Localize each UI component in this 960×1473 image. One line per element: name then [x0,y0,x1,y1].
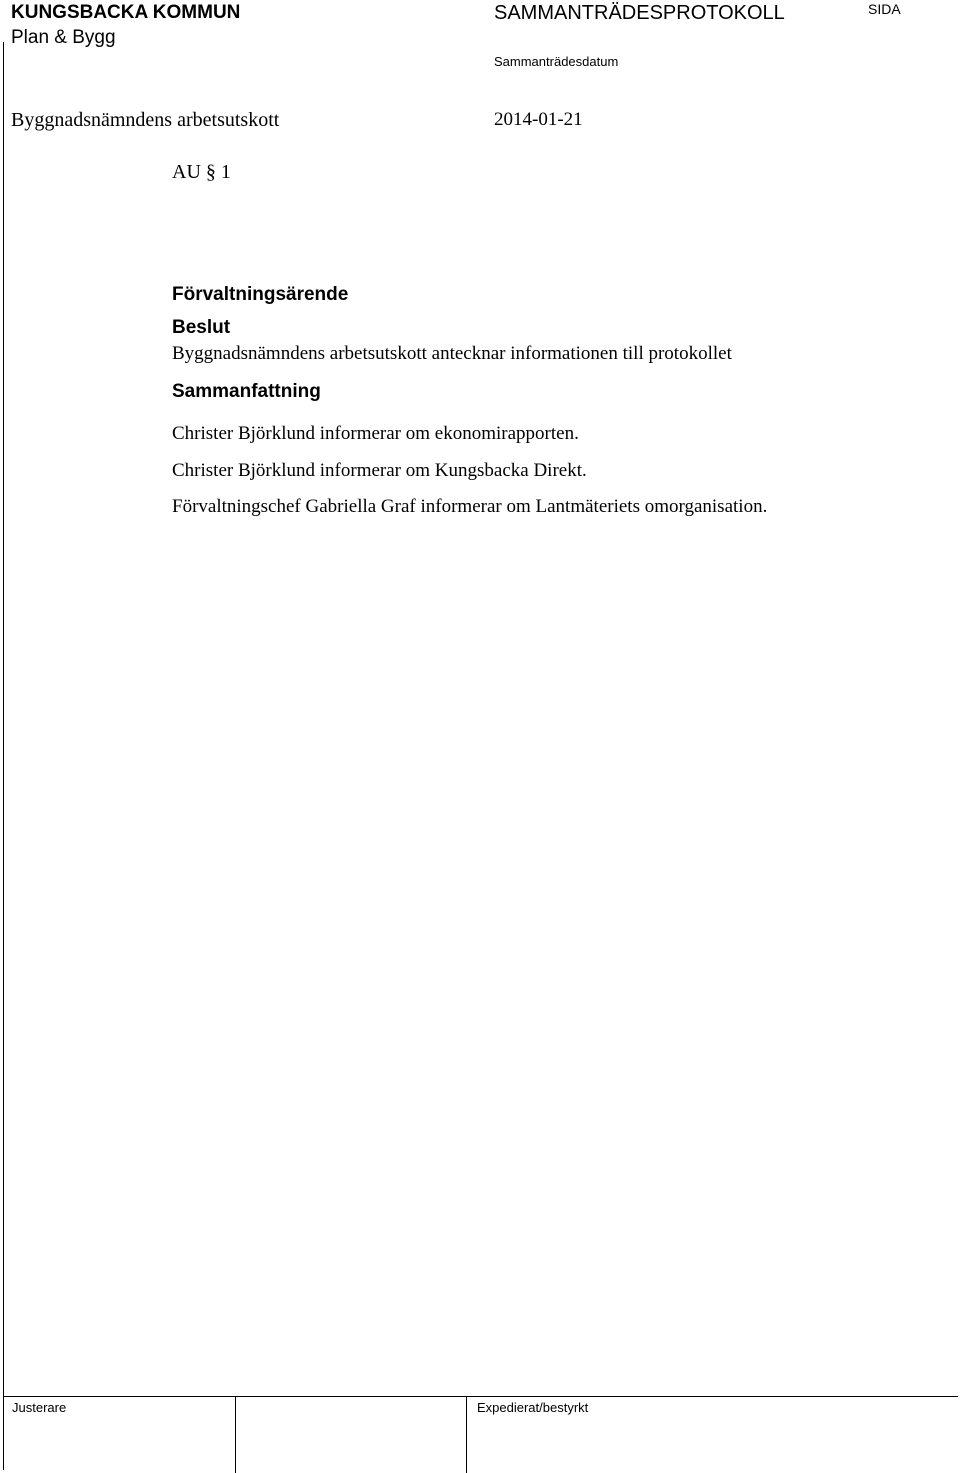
meeting-date: 2014-01-21 [494,109,583,130]
paragraph-number: AU § 1 [172,161,231,183]
department-name: Plan & Bygg [11,27,116,48]
dispatch-label: Expedierat/bestyrkt [477,1400,589,1415]
signature-footer [3,1396,958,1473]
summary-heading: Sammanfattning [172,381,321,402]
summary-item: Förvaltningschef Gabriella Graf informerar om Lantmäteriets omorganisation. [172,496,768,517]
summary-list [172,416,767,526]
document-type: SAMMANTRÄDESPROTOKOLL [494,2,785,24]
decision-heading: Beslut [172,317,231,338]
summary-item: Christer Björklund informerar om Kungsbacka Direkt. [172,459,587,481]
dispatch-box [466,1397,959,1473]
adjuster-label: Justerare [12,1400,67,1415]
matter-heading: Förvaltningsärende [172,284,349,305]
page-number-label: SIDA [868,1,901,17]
organization-name: KUNGSBACKA KOMMUN [11,2,241,23]
meeting-date-label: Sammanträdesdatum [494,54,619,69]
adjuster-box [3,1397,235,1473]
left-margin-rule [3,42,4,1470]
adjuster-signature-box [235,1397,467,1473]
decision-text: Byggnadsnämndens arbetsutskott antecknar informationen till protokollet [172,343,732,364]
summary-item: Christer Björklund informerar om ekonomirapporten. [172,423,579,444]
committee-name: Byggnadsnämndens arbetsutskott [11,109,280,131]
